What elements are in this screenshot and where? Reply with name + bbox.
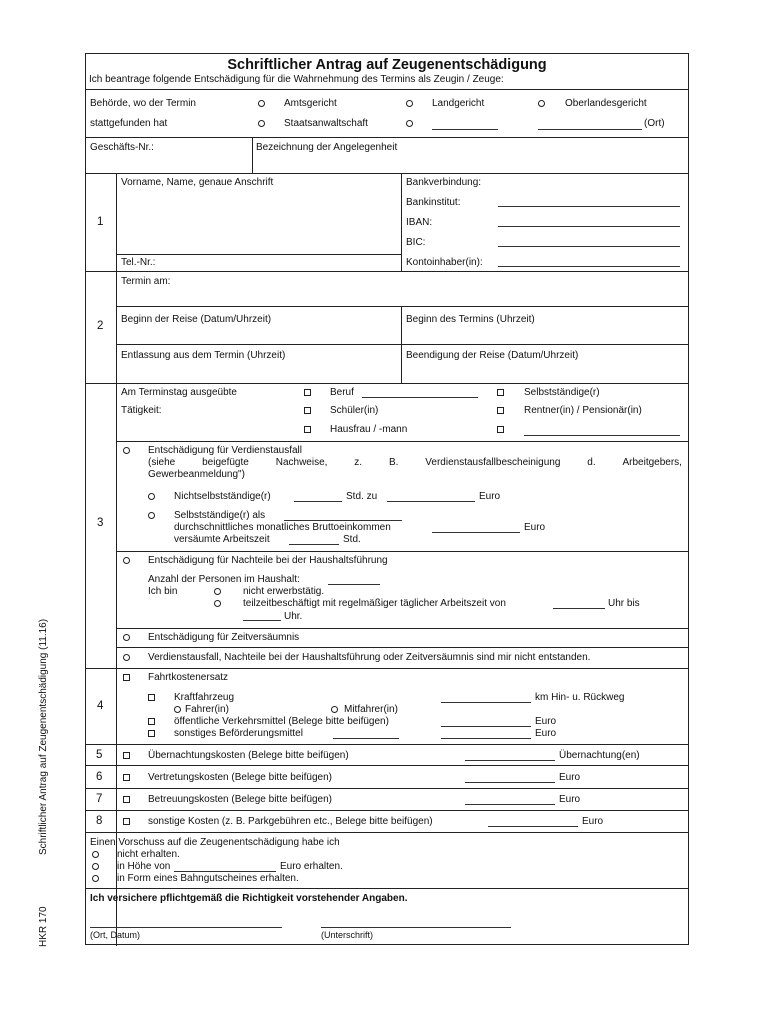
fahrer-radio[interactable]	[174, 706, 181, 713]
section-4-number: 4	[97, 700, 104, 712]
nichtselbststaendig-radio[interactable]	[148, 493, 155, 500]
profession-line[interactable]	[284, 520, 402, 521]
note-word: B.	[388, 457, 399, 468]
selbststaendig-label: Selbstständige(r)	[524, 387, 600, 398]
other-transport-label: sonstiges Beförderungsmittel	[174, 728, 303, 739]
other-authority-line[interactable]	[432, 129, 498, 130]
zeitversaeumnis-label: Entschädigung für Zeitversäumnis	[148, 632, 300, 643]
section-7-number: 7	[96, 793, 103, 805]
vertretung-checkbox[interactable]	[123, 774, 130, 781]
geschaefts-nr-label: Geschäfts-Nr.:	[90, 142, 154, 153]
advance-amount-line[interactable]	[174, 871, 276, 872]
advance-none-label: nicht erhalten.	[117, 849, 180, 860]
other-transport-checkbox[interactable]	[148, 730, 155, 737]
not-employed-label: nicht erwerbstätig.	[243, 586, 325, 597]
haushalt-label: Entschädigung für Nachteile bei der Haushaltsführung	[148, 555, 388, 566]
haushalt-radio[interactable]	[123, 557, 130, 564]
section-1-number: 1	[97, 216, 104, 228]
oepnv-label: öffentliche Verkehrsmittel (Belege bitte beifügen)	[174, 716, 389, 727]
rentner-checkbox[interactable]	[497, 407, 504, 414]
mitfahrer-radio[interactable]	[331, 706, 338, 713]
advance-voucher-label: in Form eines Bahngutscheines erhalten.	[117, 873, 299, 884]
uhr-label: Uhr.	[284, 611, 303, 622]
verdienstausfall-note-2: Gewerbeanmeldung")	[148, 469, 245, 480]
betreuung-euro: Euro	[559, 794, 581, 805]
advance-amount-label: in Höhe von	[117, 861, 171, 872]
advance-amount-radio[interactable]	[92, 863, 99, 870]
verdienstausfall-label: Entschädigung für Verdienstausfall	[148, 445, 302, 456]
missed-time-label: versäumte Arbeitszeit	[174, 534, 270, 545]
note-word: (siehe	[148, 457, 176, 468]
form-intro: Ich beantrage folgende Entschädigung für die Wahrnehmung des Termins als Zeugin / Zeuge:	[89, 74, 504, 85]
sonstige-checkbox[interactable]	[123, 818, 130, 825]
ort-label: (Ort)	[644, 118, 665, 129]
sonstige-label: sonstige Kosten (z. B. Parkgebühren etc., Belege bitte beifügen)	[148, 816, 433, 827]
income-label: durchschnittliches monatliches Bruttoeinkommen	[174, 522, 391, 533]
other-transport-euro: Euro	[535, 728, 557, 739]
name-address-label: Vorname, Name, genaue Anschrift	[121, 177, 274, 188]
section-5-number: 5	[96, 749, 103, 761]
travel-end-label: Beendigung der Reise (Datum/Uhrzeit)	[406, 350, 579, 361]
betreuung-line[interactable]	[465, 804, 555, 805]
activity-label-2: Tätigkeit:	[121, 405, 162, 416]
declaration-text: Ich versichere pflichtgemäß die Richtigkeit vorstehender Angaben.	[90, 893, 408, 904]
selbststaendig-checkbox[interactable]	[497, 389, 504, 396]
selbststaendig-als-label: Selbstständige(r) als	[174, 510, 266, 521]
section-3-number: 3	[97, 517, 104, 529]
mitfahrer-label: Mitfahrer(in)	[344, 704, 398, 715]
staatsanwaltschaft-label: Staatsanwaltschaft	[284, 118, 368, 129]
household-count-line[interactable]	[328, 584, 380, 585]
sonstige-euro: Euro	[582, 816, 604, 827]
income-line[interactable]	[432, 532, 520, 533]
betreuung-checkbox[interactable]	[123, 796, 130, 803]
travel-start-label: Beginn der Reise (Datum/Uhrzeit)	[121, 314, 272, 325]
note-word: Arbeitgebers,	[622, 457, 682, 468]
note-word: d.	[587, 457, 596, 468]
income-euro-label: Euro	[524, 522, 546, 533]
amtsgericht-radio[interactable]	[258, 100, 265, 107]
work-end-line[interactable]	[243, 620, 281, 621]
amount-line[interactable]	[387, 501, 475, 502]
oepnv-euro: Euro	[535, 716, 557, 727]
advance-voucher-radio[interactable]	[92, 875, 99, 882]
missed-time-unit: Std.	[343, 534, 361, 545]
verdienstausfall-radio[interactable]	[123, 447, 130, 454]
euro-label: Euro	[479, 491, 501, 502]
selbststaendig-radio[interactable]	[148, 512, 155, 519]
uebernachtung-suffix: Übernachtung(en)	[559, 750, 640, 761]
bezeichnung-label: Bezeichnung der Angelegenheit	[256, 142, 398, 153]
no-loss-radio[interactable]	[123, 654, 130, 661]
uhr-bis-label: Uhr bis	[608, 598, 640, 609]
missed-time-line[interactable]	[289, 544, 339, 545]
other-activity-checkbox[interactable]	[497, 426, 504, 433]
other-transport-line[interactable]	[441, 738, 531, 739]
landgericht-radio[interactable]	[406, 100, 413, 107]
phone-label: Tel.-Nr.:	[121, 257, 156, 268]
iban-label: IBAN:	[406, 217, 433, 228]
ich-bin-label: Ich bin	[148, 586, 178, 597]
advance-label: Einen Vorschuss auf die Zeugenentschädigung habe ich	[90, 837, 340, 848]
schueler-checkbox[interactable]	[304, 407, 311, 414]
betreuung-label: Betreuungskosten (Belege bitte beifügen)	[148, 794, 333, 805]
note-word: Nachweise,	[275, 457, 328, 468]
advance-amount-suffix: Euro erhalten.	[280, 861, 343, 872]
part-time-radio[interactable]	[214, 600, 221, 607]
oberlandesgericht-radio[interactable]	[538, 100, 545, 107]
vertretung-line[interactable]	[465, 782, 555, 783]
authority-label-1: Behörde, wo der Termin	[90, 98, 196, 109]
note-word: Verdienstausfallbescheinigung	[425, 457, 561, 468]
authority-label-2: stattgefunden hat	[90, 118, 168, 129]
not-employed-radio[interactable]	[214, 588, 221, 595]
rentner-label: Rentner(in) / Pensionär(in)	[524, 405, 642, 416]
bic-line[interactable]	[498, 246, 680, 247]
verdienstausfall-note	[148, 457, 682, 468]
sonstige-line[interactable]	[488, 826, 578, 827]
signature-line[interactable]	[321, 927, 511, 928]
vertretung-euro: Euro	[559, 772, 581, 783]
other-activity-line[interactable]	[524, 435, 680, 436]
work-start-line[interactable]	[553, 608, 605, 609]
place-date-label: (Ort, Datum)	[90, 930, 141, 940]
hours-line[interactable]	[294, 501, 342, 502]
uebernachtung-line[interactable]	[465, 760, 555, 761]
account-holder-line[interactable]	[498, 266, 680, 267]
advance-none-radio[interactable]	[92, 851, 99, 858]
beruf-label: Beruf	[330, 387, 354, 398]
form-side-label: Schriftlicher Antrag auf Zeugenentschädigung (11.16)	[38, 618, 49, 855]
place-date-line[interactable]	[90, 927, 282, 928]
account-holder-label: Kontoinhaber(in):	[406, 257, 483, 268]
note-word: beigefügte	[202, 457, 249, 468]
form-title: Schriftlicher Antrag auf Zeugenentschädigung	[227, 57, 547, 73]
oepnv-line[interactable]	[441, 726, 531, 727]
ort-line[interactable]	[538, 129, 642, 130]
kraftfahrzeug-checkbox[interactable]	[148, 694, 155, 701]
std-zu-label: Std. zu	[346, 491, 378, 502]
zeitversaeumnis-radio[interactable]	[123, 634, 130, 641]
note-word: z.	[354, 457, 363, 468]
bank-label: Bankverbindung:	[406, 177, 482, 188]
termin-date-label: Termin am:	[121, 276, 171, 287]
no-loss-label: Verdienstausfall, Nachteile bei der Haushaltsführung oder Zeitversäumnis sind mir nicht entstanden.	[148, 652, 591, 663]
termin-release-label: Entlassung aus dem Termin (Uhrzeit)	[121, 350, 286, 361]
schueler-label: Schüler(in)	[330, 405, 379, 416]
activity-label-1: Am Terminstag ausgeübte	[121, 387, 237, 398]
hausfrau-checkbox[interactable]	[304, 426, 311, 433]
amtsgericht-label: Amtsgericht	[284, 98, 337, 109]
hausfrau-label: Hausfrau / -mann	[330, 424, 408, 435]
household-count-label: Anzahl der Personen im Haushalt:	[148, 574, 300, 585]
iban-line[interactable]	[498, 226, 680, 227]
bank-institute-label: Bankinstitut:	[406, 197, 461, 208]
km-line[interactable]	[441, 702, 531, 703]
staatsanwaltschaft-radio[interactable]	[258, 120, 265, 127]
section-6-number: 6	[96, 771, 103, 783]
landgericht-label: Landgericht	[432, 98, 485, 109]
bank-institute-line[interactable]	[498, 206, 680, 207]
vertretung-label: Vertretungskosten (Belege bitte beifügen)	[148, 772, 333, 783]
termin-start-label: Beginn des Termins (Uhrzeit)	[406, 314, 535, 325]
fahrtkosten-label: Fahrtkostenersatz	[148, 672, 229, 683]
part-time-label: teilzeitbeschäftigt mit regelmäßiger täglicher Arbeitszeit von	[243, 598, 506, 609]
km-label: km Hin- u. Rückweg	[535, 692, 625, 703]
kraftfahrzeug-label: Kraftfahrzeug	[174, 692, 235, 703]
beruf-checkbox[interactable]	[304, 389, 311, 396]
oberlandesgericht-label: Oberlandesgericht	[565, 98, 647, 109]
other-authority-radio[interactable]	[406, 120, 413, 127]
beruf-line[interactable]	[362, 397, 478, 398]
bic-label: BIC:	[406, 237, 426, 248]
fahrtkosten-checkbox[interactable]	[123, 674, 130, 681]
application-form	[85, 53, 689, 945]
uebernachtung-checkbox[interactable]	[123, 752, 130, 759]
section-8-number: 8	[96, 815, 103, 827]
form-code-label: HKR 170	[38, 906, 49, 947]
fahrer-label: Fahrer(in)	[185, 704, 229, 715]
oepnv-checkbox[interactable]	[148, 718, 155, 725]
section-2-number: 2	[97, 320, 104, 332]
uebernachtung-label: Übernachtungskosten (Belege bitte beifügen)	[148, 750, 349, 761]
signature-label: (Unterschrift)	[321, 930, 374, 940]
nichtselbststaendig-label: Nichtselbstständige(r)	[174, 491, 271, 502]
other-transport-type-line[interactable]	[333, 738, 399, 739]
